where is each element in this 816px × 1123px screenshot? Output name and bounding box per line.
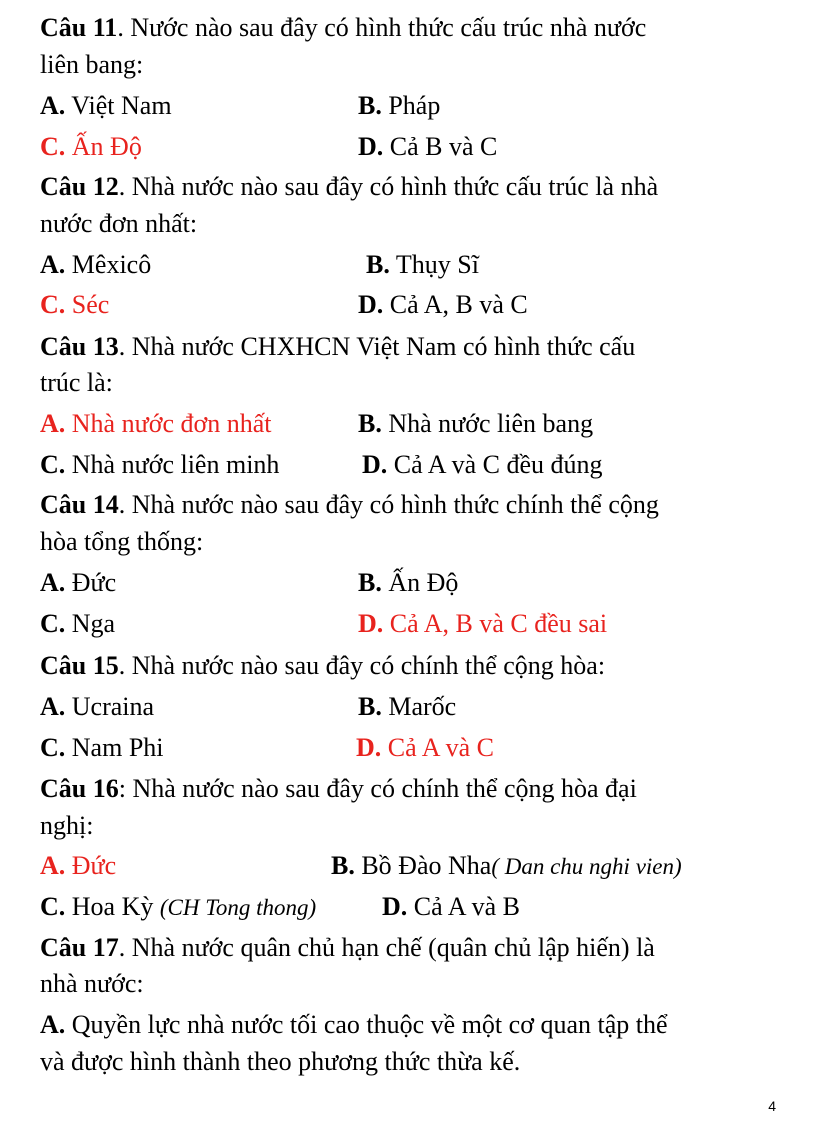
option-letter: C. bbox=[40, 733, 66, 762]
question-label: Câu 12 bbox=[40, 172, 119, 201]
q13-option-d bbox=[362, 450, 603, 480]
option-text: Nhà nước đơn nhất bbox=[65, 409, 272, 438]
option-letter: A. bbox=[40, 409, 66, 438]
option-letter: D. bbox=[358, 290, 384, 319]
question-12-stem bbox=[40, 172, 658, 202]
option-letter: C. bbox=[40, 290, 66, 319]
option-text: Cả A và B bbox=[407, 892, 520, 921]
q12-option-c-correct bbox=[40, 290, 109, 320]
option-letter: D. bbox=[362, 450, 388, 479]
option-text: Mêxicô bbox=[65, 250, 152, 279]
option-letter: A. bbox=[40, 851, 66, 880]
q17-option-a-cont: và được hình thành theo phương thức thừa kế. bbox=[40, 1047, 521, 1076]
question-14-stem bbox=[40, 490, 659, 520]
question-16-stem-cont: nghị: bbox=[40, 811, 94, 840]
q15-option-b bbox=[358, 692, 456, 722]
q14-option-a bbox=[40, 568, 116, 598]
question-label: Câu 13 bbox=[40, 332, 119, 361]
option-text: Cả A, B và C đều sai bbox=[383, 609, 608, 638]
option-text: Nam Phi bbox=[65, 733, 164, 762]
question-11-stem bbox=[40, 13, 646, 43]
option-text: Cả A và C đều đúng bbox=[387, 450, 603, 479]
question-text: . Nhà nước CHXHCN Việt Nam có hình thức cấu bbox=[118, 332, 636, 361]
option-text: Pháp bbox=[381, 91, 441, 120]
option-text: Nhà nước liên minh bbox=[65, 450, 280, 479]
q15-option-a bbox=[40, 692, 154, 722]
question-label: Câu 16 bbox=[40, 774, 119, 803]
q12-option-b bbox=[366, 250, 479, 280]
question-11-stem-cont: liên bang: bbox=[40, 50, 144, 79]
option-letter: B. bbox=[358, 692, 382, 721]
question-17-stem-cont: nhà nước: bbox=[40, 969, 144, 998]
question-text: . Nhà nước nào sau đây có hình thức chính thể cộng bbox=[118, 490, 659, 519]
option-letter: B. bbox=[331, 851, 355, 880]
option-letter: D. bbox=[358, 132, 384, 161]
question-13-stem-cont: trúc là: bbox=[40, 368, 113, 397]
q14-option-c bbox=[40, 609, 115, 639]
option-letter: B. bbox=[358, 568, 382, 597]
question-text: . Nhà nước nào sau đây có hình thức cấu trúc là nhà bbox=[118, 172, 659, 201]
option-text: Marốc bbox=[381, 692, 457, 721]
q14-option-d-correct bbox=[358, 609, 607, 639]
option-letter: D. bbox=[358, 609, 384, 638]
page-number: 4 bbox=[768, 1098, 776, 1114]
q15-option-c bbox=[40, 733, 164, 763]
option-letter: D. bbox=[356, 733, 382, 762]
option-text: Quyền lực nhà nước tối cao thuộc về một cơ quan tập thể bbox=[65, 1010, 668, 1039]
option-letter: A. bbox=[40, 250, 66, 279]
option-note: ( Dan chu nghi vien) bbox=[491, 854, 682, 879]
question-text: . Nước nào sau đây có hình thức cấu trúc nhà nước bbox=[117, 13, 647, 42]
question-16-stem bbox=[40, 774, 637, 804]
question-15-stem bbox=[40, 651, 605, 681]
q17-option-a bbox=[40, 1010, 668, 1040]
option-text: Hoa Kỳ bbox=[65, 892, 160, 921]
option-text: Ấn Độ bbox=[381, 568, 459, 597]
q16-option-d bbox=[382, 892, 520, 922]
q16-option-b bbox=[331, 851, 682, 882]
question-label: Câu 11 bbox=[40, 13, 118, 42]
option-text: Séc bbox=[65, 290, 110, 319]
option-letter: B. bbox=[358, 91, 382, 120]
option-letter: B. bbox=[358, 409, 382, 438]
question-12-stem-cont: nước đơn nhất: bbox=[40, 209, 198, 238]
option-text: Đức bbox=[65, 851, 117, 880]
question-label: Câu 17 bbox=[40, 933, 119, 962]
q14-option-b bbox=[358, 568, 458, 598]
question-17-stem bbox=[40, 933, 655, 963]
q15-option-d-correct bbox=[356, 733, 494, 763]
q11-option-c-correct bbox=[40, 132, 142, 162]
question-14-stem-cont: hòa tổng thống: bbox=[40, 527, 204, 556]
q16-option-c bbox=[40, 892, 316, 923]
option-letter: A. bbox=[40, 568, 66, 597]
option-letter: A. bbox=[40, 1010, 66, 1039]
q13-option-b bbox=[358, 409, 593, 439]
question-text: . Nhà nước nào sau đây có chính thể cộng hòa: bbox=[118, 651, 606, 680]
q12-option-a bbox=[40, 250, 151, 280]
option-letter: D. bbox=[382, 892, 408, 921]
q13-option-c bbox=[40, 450, 279, 480]
option-text: Nga bbox=[65, 609, 116, 638]
option-letter: A. bbox=[40, 692, 66, 721]
q11-option-a bbox=[40, 91, 172, 121]
question-label: Câu 14 bbox=[40, 490, 119, 519]
option-text: Cả A, B và C bbox=[383, 290, 528, 319]
option-text: Nhà nước liên bang bbox=[381, 409, 594, 438]
question-13-stem bbox=[40, 332, 635, 362]
option-letter: B. bbox=[366, 250, 390, 279]
option-text: Cả A và C bbox=[381, 733, 494, 762]
q16-option-a-correct bbox=[40, 851, 116, 881]
option-text: Việt Nam bbox=[65, 91, 172, 120]
option-letter: C. bbox=[40, 609, 66, 638]
option-text: Cả B và C bbox=[383, 132, 498, 161]
option-letter: C. bbox=[40, 450, 66, 479]
option-letter: C. bbox=[40, 132, 66, 161]
option-letter: C. bbox=[40, 892, 66, 921]
question-text: : Nhà nước nào sau đây có chính thể cộng hòa đại bbox=[118, 774, 637, 803]
question-label: Câu 15 bbox=[40, 651, 119, 680]
option-text: Thụy Sĩ bbox=[389, 250, 479, 279]
option-note: (CH Tong thong) bbox=[159, 895, 317, 920]
q11-option-b bbox=[358, 91, 440, 121]
q13-option-a-correct bbox=[40, 409, 272, 439]
option-text: Ucraina bbox=[65, 692, 155, 721]
option-letter: A. bbox=[40, 91, 66, 120]
q12-option-d bbox=[358, 290, 528, 320]
question-text: . Nhà nước quân chủ hạn chế (quân chủ lập hiến) là bbox=[118, 933, 655, 962]
option-text: Ấn Độ bbox=[65, 132, 142, 161]
q11-option-d bbox=[358, 132, 497, 162]
option-text: Đức bbox=[65, 568, 117, 597]
option-text: Bồ Đào Nha bbox=[354, 851, 492, 880]
